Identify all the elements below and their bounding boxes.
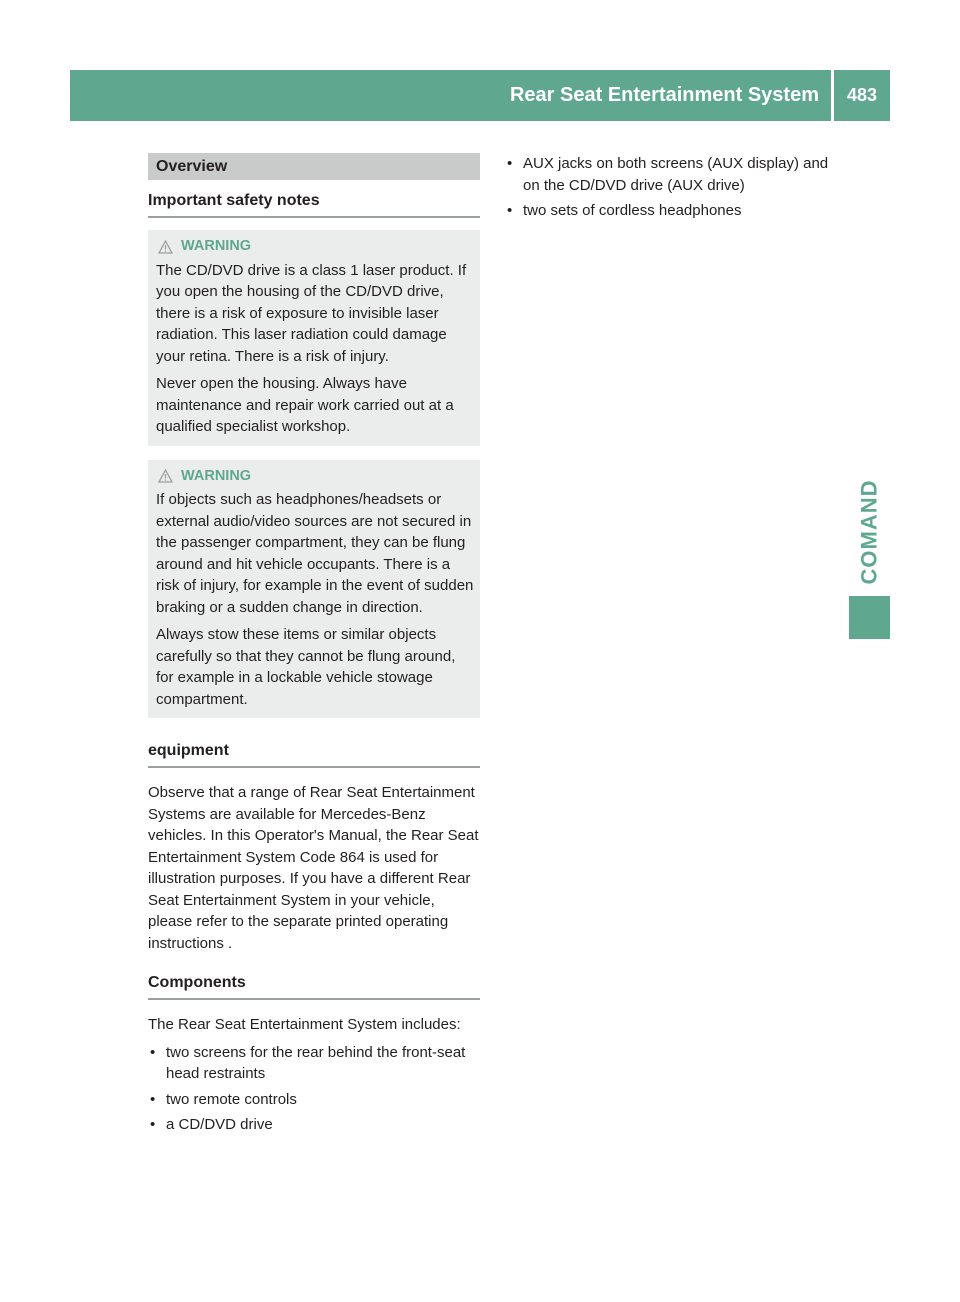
header-bar <box>70 70 890 121</box>
warning-box-laser <box>148 230 480 446</box>
warning-text: If objects such as headphones/headsets or external audio/video sources are not secured in the passenger compartment, they can be flung around and hit vehicle occupants. There is a risk of injury, for example in the event of sudden braking or a sudden change in direction. <box>156 491 474 616</box>
components-list-continued <box>505 153 845 222</box>
list-item: • two sets of cordless headphones <box>505 200 845 222</box>
equipment-heading: equipment <box>148 718 480 768</box>
warning-label <box>156 466 474 488</box>
warning-triangle-icon <box>158 240 173 254</box>
warning-label-text: WARNING <box>181 467 252 484</box>
components-list <box>148 1042 480 1136</box>
side-tab <box>849 470 890 594</box>
overview-heading: Overview <box>148 153 480 180</box>
left-column <box>148 153 480 1140</box>
warning-text: Never open the housing. Always have maintenance and repair work carried out at a qualified specialist workshop. <box>156 375 454 435</box>
warning-text: Always stow these items or similar objects carefully so that they cannot be flung around, for example in a lockable vehicle stowage compartment. <box>156 626 456 708</box>
list-item: • a CD/DVD drive <box>148 1114 480 1136</box>
list-item: • two screens for the rear behind the front-seat head restraints <box>148 1042 480 1085</box>
warning-triangle-icon <box>158 469 173 483</box>
warning-label-text: WARNING <box>181 238 252 254</box>
warning-text: The CD/DVD drive is a class 1 laser product. If you open the housing of the CD/DVD drive, there is a risk of exposure to invisible laser radiation. This laser radiation could damage your retina. There is a risk of injury. <box>156 261 467 365</box>
side-tab-marker <box>849 596 890 639</box>
side-tab-label: COMAND <box>856 479 882 585</box>
safety-notes-heading: Important safety notes <box>148 180 480 218</box>
components-heading: Components <box>148 954 480 1000</box>
warning-label <box>156 236 474 258</box>
equipment-paragraph: Observe that a range of Rear Seat Entertainment Systems are available for Mercedes-Benz vehicles. In this Operator's Manual, the Rear Seat Entertainment System Code 864 is used for illustration purposes. If you have a different Rear Seat Entertainment System in your vehicle, please refer to the separate printed operating instructions . <box>148 784 479 952</box>
right-column <box>505 153 845 226</box>
list-item: • two remote controls <box>148 1089 480 1111</box>
list-item: • AUX jacks on both screens (AUX display) and on the CD/DVD drive (AUX drive) <box>505 153 845 196</box>
page-number: 483 <box>846 85 878 105</box>
components-intro: The Rear Seat Entertainment System includes: <box>148 1016 461 1033</box>
warning-box-objects <box>148 460 480 719</box>
chapter-title: Rear Seat Entertainment System <box>509 84 819 106</box>
